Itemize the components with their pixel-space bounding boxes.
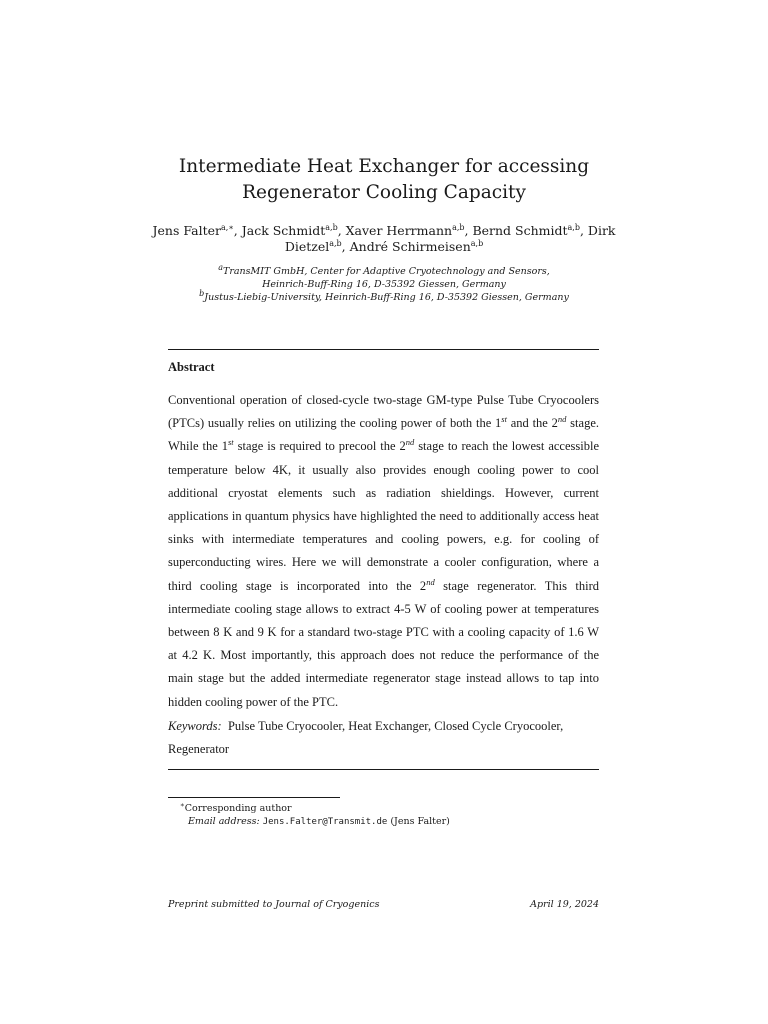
ordinal-sup: nd <box>405 437 415 448</box>
affiliation-mark: a <box>218 262 224 272</box>
abstract-heading: Abstract <box>168 360 215 374</box>
email-owner: (Jens Falter) <box>390 816 450 828</box>
footnote-rule <box>168 797 340 798</box>
abstract-text: stage to reach the lowest accessible temperature below 4K, it usually also provides enough cooling power to cool additional cryostat elements such as radiation shieldings. However, current applications in quantum physics have highlighted the need to additionally access heat sinks with intermediate temperatures and cooling powers, e.g. for cooling of superconducting wires. Here we will demonstrate a cooler configuration, where a third cooling stage is incorporated into the 2 <box>168 439 599 593</box>
author-marks: a,b <box>452 222 465 232</box>
footnote <box>168 799 450 829</box>
author-marks: a,b <box>325 222 338 232</box>
author-name: André Schirmeisen <box>349 239 471 254</box>
corresponding-label: Corresponding author <box>184 803 292 815</box>
affiliation-line: Justus-Liebig-University, Heinrich-Buff-Ring 16, D-35392 Giessen, Germany <box>204 292 569 303</box>
author-name: Jack Schmidt <box>241 223 326 238</box>
corresponding-author-note <box>168 799 450 815</box>
email-label: Email address: <box>188 816 260 828</box>
author-name: Bernd Schmidt <box>472 223 568 238</box>
affiliations <box>140 262 628 304</box>
footnote-mark: ∗ <box>180 801 185 809</box>
abstract-text: stage is required to precool the 2 <box>233 439 406 454</box>
affiliation-b <box>140 288 628 304</box>
abstract-text: stage. While the 1 <box>168 416 599 454</box>
email-line <box>168 815 450 829</box>
abstract-text: stage regenerator. This third intermediate cooling stage allows to extract 4-5 W of cooling power at temperatures between 8 K and 9 K for a standard two-stage PTC with a cooling capacity of 1.6 W at 4.2 K. Most importantly, this approach does not reduce the performance of the main stage but the added intermediate regenerator stage instead allows to tap into hidden cooling power of the PTC. <box>168 578 599 709</box>
author-marks: a,∗ <box>221 222 234 232</box>
paper-title: Intermediate Heat Exchanger for accessing Regenerator Cooling Capacity <box>178 156 590 203</box>
preprint-note: Preprint submitted to Journal of Cryogenics <box>168 899 380 910</box>
affiliation-line: TransMIT GmbH, Center for Adaptive Cryotechnology and Sensors, <box>223 266 550 277</box>
abstract-text: Conventional operation of closed-cycle two-stage GM-type Pulse Tube Cryocoolers (PTCs) usually relies on utilizing the cooling power of both the 1 <box>168 393 599 431</box>
keywords-label: Keywords: <box>168 719 222 733</box>
author-marks: a,b <box>329 238 342 248</box>
abstract-body <box>168 389 599 714</box>
author-list: Jens Falter$^{a,∗}$, Jack Schmidt$^{a,b}$, Xaver Herrmann$^{a,b}$, Bernd Schmidt$^{a,b}$, Dirk Dietzel$^{a,b}$, André Schirmeisen$^{a,b}$ <box>152 222 616 254</box>
keywords-list: Pulse Tube Cryocooler, Heat Exchanger, Closed Cycle Cryocooler, Regenerator <box>168 719 564 757</box>
email-address[interactable]: Jens.Falter@Transmit.de <box>262 817 388 828</box>
ordinal-sup: st <box>227 437 234 448</box>
keywords <box>168 715 599 761</box>
affiliation-a <box>140 262 628 291</box>
date: April 19, 2024 <box>530 899 599 910</box>
affiliation-line: Heinrich-Buff-Ring 16, D-35392 Giessen, Germany <box>262 279 506 290</box>
author-marks: a,b <box>470 238 484 248</box>
abstract-top-rule <box>168 349 599 350</box>
affiliation-mark: b <box>199 288 205 298</box>
ordinal-sup: st <box>501 414 507 425</box>
abstract-text: and the 2 <box>506 416 558 431</box>
ordinal-sup: nd <box>426 576 435 587</box>
author-name: Xaver Herrmann <box>345 223 453 238</box>
author-marks: a,b <box>567 222 580 232</box>
abstract-bottom-rule <box>168 769 599 770</box>
ordinal-sup: nd <box>557 414 567 425</box>
author-name: Jens Falter <box>152 223 222 238</box>
author-name: Dirk Dietzel <box>284 223 616 254</box>
